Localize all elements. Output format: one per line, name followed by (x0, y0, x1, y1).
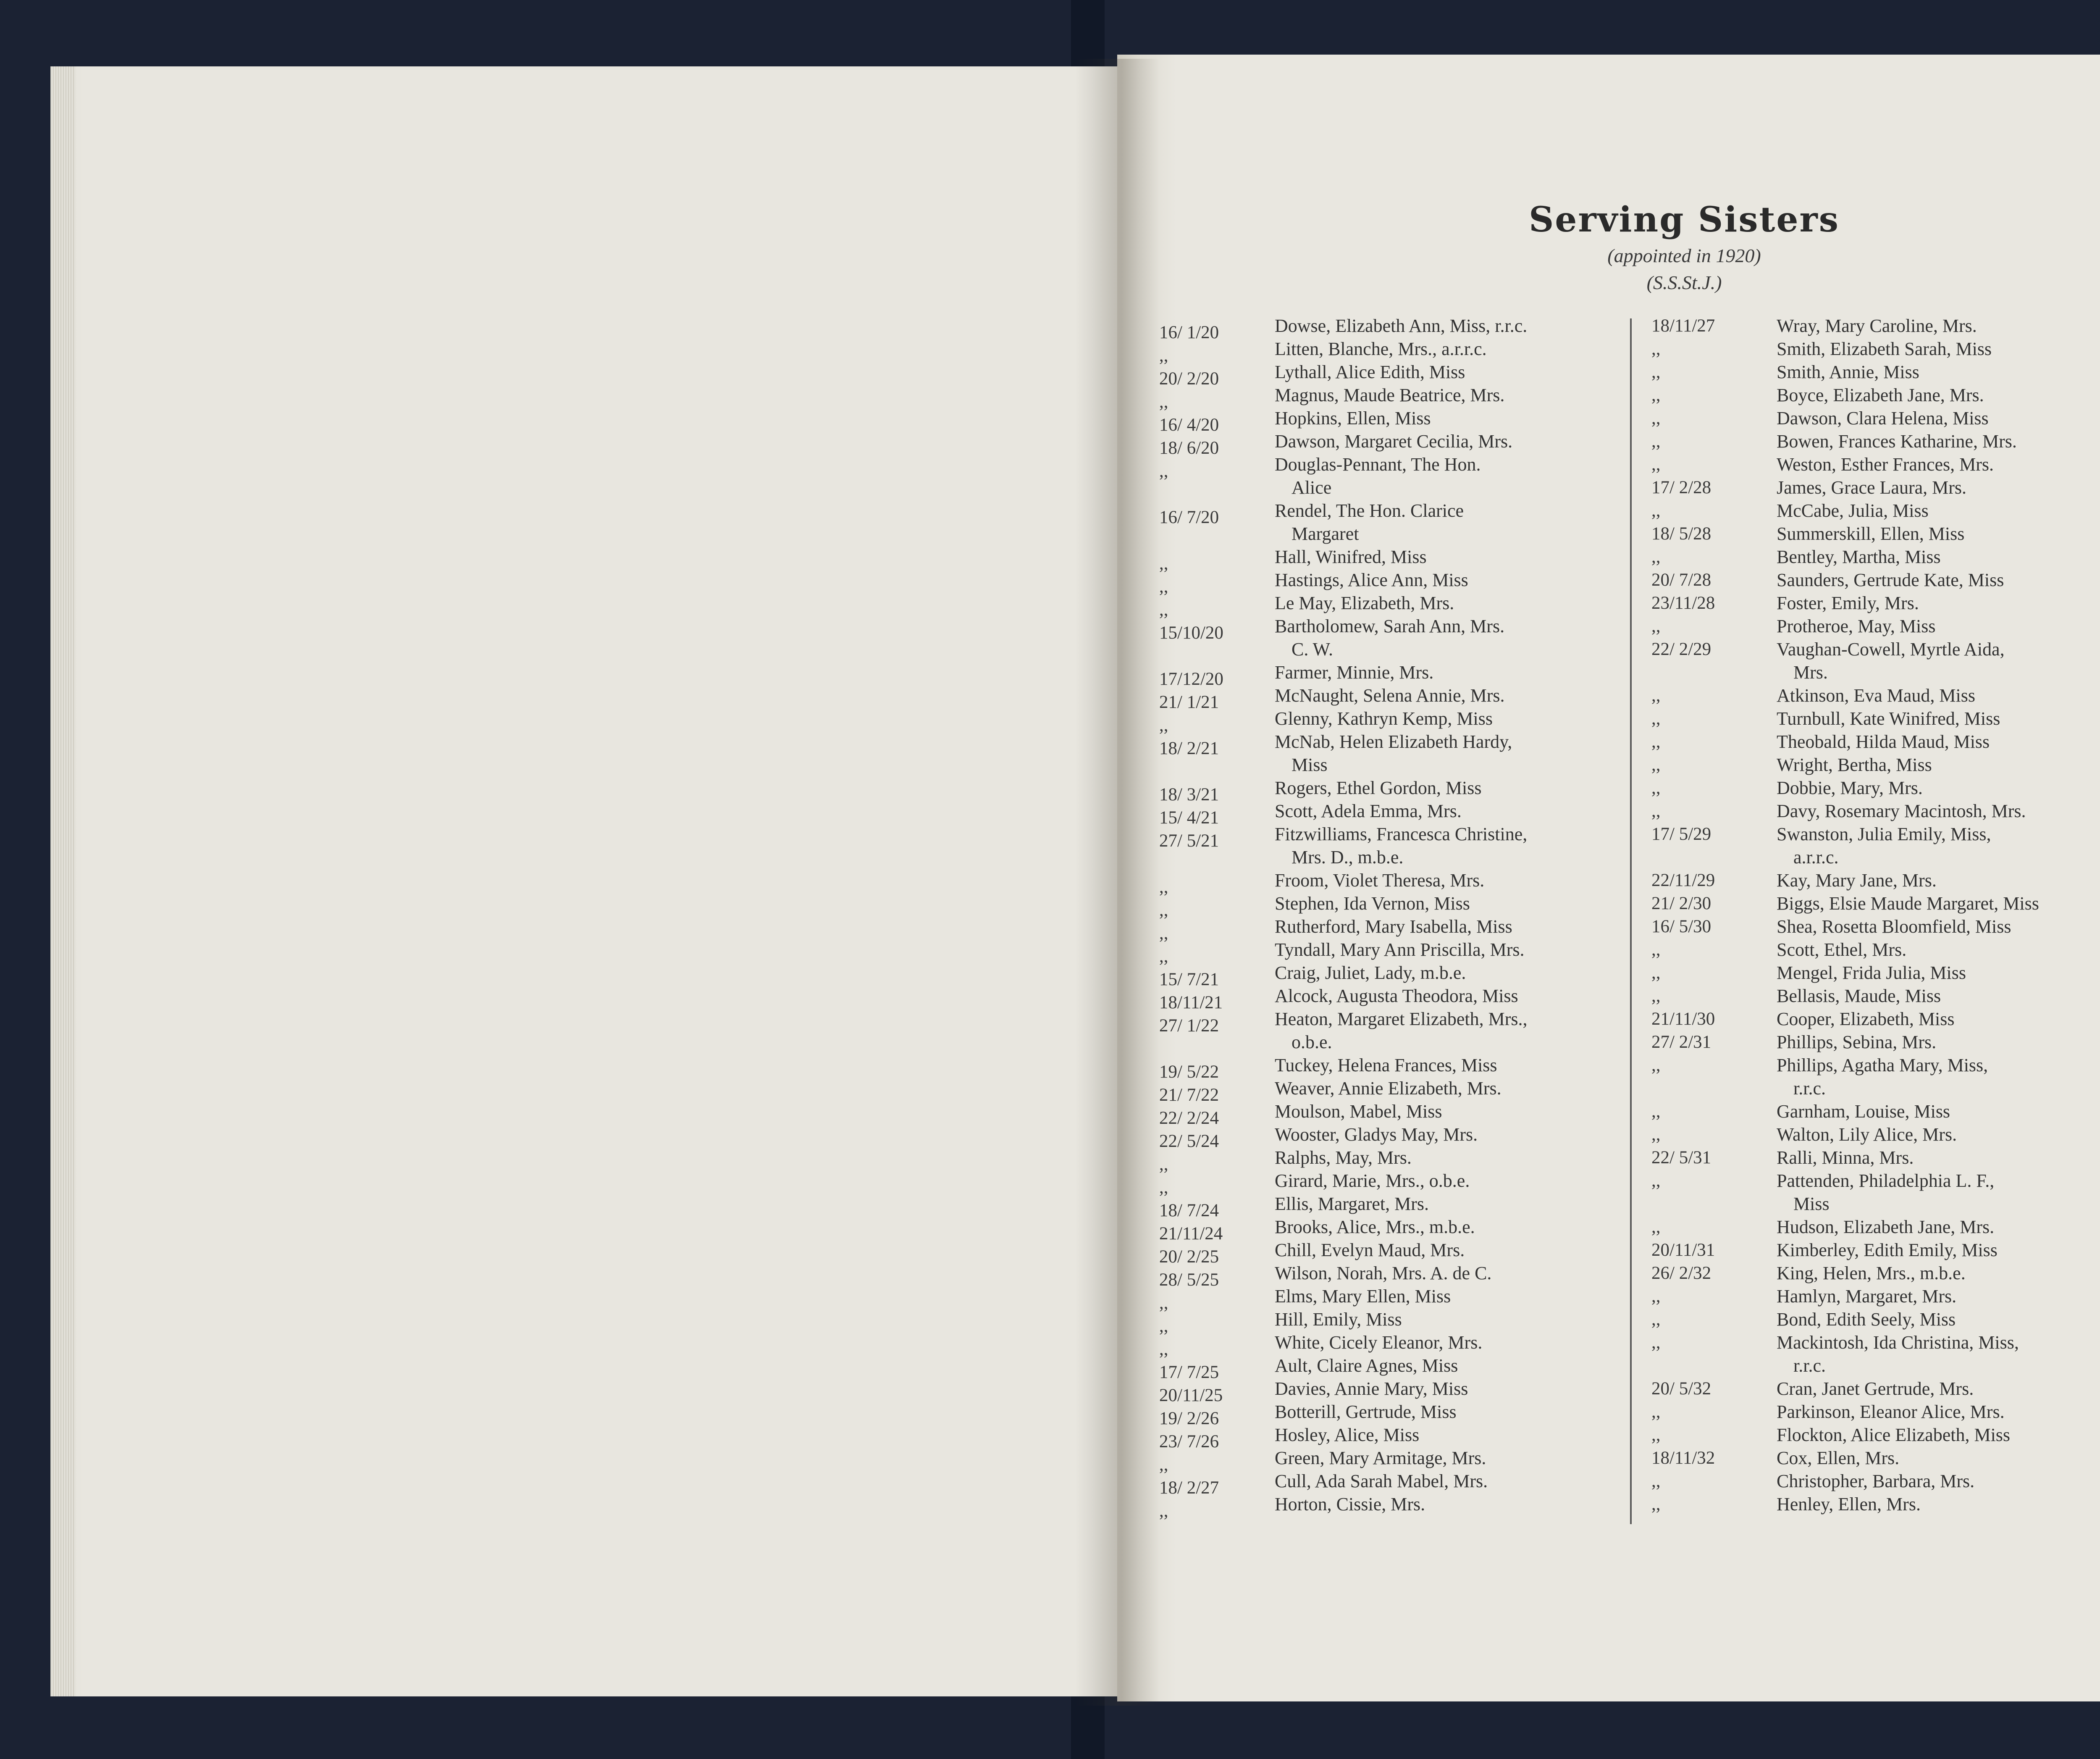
sister-name-continued: o.b.e. (1292, 1032, 1332, 1052)
appointment-date: ,, (1651, 385, 1661, 405)
sister-name: Litten, Blanche, Mrs., a.r.r.c. (1275, 339, 1487, 359)
sister-name: Henley, Ellen, Mrs. (1777, 1494, 1921, 1514)
sister-name: Bond, Edith Seely, Miss (1777, 1309, 1956, 1330)
appointment-date: ,, (1651, 1055, 1661, 1075)
list-entry (1159, 961, 1621, 989)
sister-name: Horton, Cissie, Mrs. (1275, 1494, 1425, 1514)
left-list-column (1159, 314, 1621, 1521)
sister-name: Weston, Esther Frances, Mrs. (1777, 454, 1994, 475)
sister-name: Hastings, Alice Ann, Miss (1275, 570, 1468, 590)
appointment-date: 16/ 5/30 (1651, 917, 1712, 936)
appointment-date: ,, (1651, 1125, 1661, 1144)
appointment-date: 27/ 1/22 (1159, 1016, 1219, 1036)
appointment-date: ,, (1159, 392, 1168, 412)
sister-name-continued: Miss (1793, 1194, 1830, 1214)
appointment-date: ,, (1651, 1333, 1661, 1352)
appointment-date: 21/11/24 (1159, 1224, 1223, 1244)
sister-name: Rutherford, Mary Isabella, Miss (1275, 916, 1512, 937)
appointment-date: 18/ 3/21 (1159, 785, 1219, 805)
list-entry (1159, 1400, 1621, 1428)
appointment-date: ,, (1651, 1425, 1661, 1445)
list-entry (1159, 684, 1621, 712)
appointment-date: ,, (1159, 1339, 1168, 1359)
sister-name: White, Cicely Eleanor, Mrs. (1275, 1332, 1483, 1353)
list-entry (1651, 522, 2100, 545)
sister-name: Wooster, Gladys May, Mrs. (1275, 1124, 1478, 1145)
sister-name-continued: Alice (1292, 477, 1332, 498)
appointment-date: ,, (1159, 554, 1168, 573)
sister-name: Ault, Claire Agnes, Miss (1275, 1355, 1458, 1376)
sister-name: Vaughan-Cowell, Myrtle Aida, (1777, 639, 2005, 660)
appointment-date: 16/ 1/20 (1159, 323, 1219, 342)
appointment-date: 20/ 2/25 (1159, 1247, 1219, 1267)
sister-name: Brooks, Alice, Mrs., m.b.e. (1275, 1217, 1475, 1237)
list-entry (1651, 360, 2100, 384)
list-entry (1651, 1031, 2100, 1054)
sister-name: Cull, Ada Sarah Mabel, Mrs. (1275, 1471, 1488, 1491)
left-page-blank (50, 66, 1142, 1696)
list-entry (1159, 1308, 1621, 1336)
sister-name: Lythall, Alice Edith, Miss (1275, 362, 1465, 382)
appointment-date: 22/ 5/24 (1159, 1131, 1219, 1151)
appointment-date: 15/ 4/21 (1159, 808, 1219, 828)
list-entry (1651, 892, 2100, 915)
list-entry (1159, 938, 1621, 966)
list-entry (1651, 1377, 2100, 1400)
appointment-date: 15/ 7/21 (1159, 970, 1219, 989)
sister-name: Flockton, Alice Elizabeth, Miss (1777, 1425, 2011, 1445)
appointment-date: ,, (1159, 1154, 1168, 1174)
appointment-date: ,, (1651, 1171, 1661, 1191)
appointment-date: 17/12/20 (1159, 669, 1223, 689)
sister-name: Atkinson, Eva Maud, Miss (1777, 685, 1975, 706)
list-entry (1651, 984, 2100, 1007)
appointment-date: ,, (1159, 1501, 1168, 1521)
sister-name: Phillips, Sebina, Mrs. (1777, 1032, 1937, 1052)
sister-name: Hosley, Alice, Miss (1275, 1425, 1420, 1445)
sister-name: Douglas-Pennant, The Hon. (1275, 454, 1481, 475)
appointment-date: ,, (1651, 1102, 1661, 1121)
sister-name: Froom, Violet Theresa, Mrs. (1275, 870, 1485, 891)
appointment-date: 18/11/32 (1651, 1448, 1715, 1468)
appointment-date: 18/ 6/20 (1159, 438, 1219, 458)
appointment-date: 18/ 7/24 (1159, 1201, 1219, 1220)
list-entry (1159, 1331, 1621, 1359)
appointment-date: ,, (1159, 900, 1168, 920)
appointment-date: ,, (1159, 1316, 1168, 1336)
sister-name: Cooper, Elizabeth, Miss (1777, 1009, 1955, 1029)
sister-name: Fitzwilliams, Francesca Christine, (1275, 824, 1528, 844)
sister-name: McNaught, Selena Annie, Mrs. (1275, 685, 1505, 706)
list-entry (1159, 1493, 1621, 1521)
appointment-date: ,, (1159, 1293, 1168, 1313)
appointment-date: 18/ 2/27 (1159, 1478, 1219, 1498)
list-entry (1159, 453, 1621, 499)
appointment-date: 22/ 5/31 (1651, 1148, 1712, 1167)
appointment-date: 26/ 2/32 (1651, 1263, 1712, 1283)
appointment-date: ,, (1651, 709, 1661, 728)
sister-name: Bellasis, Maude, Miss (1777, 986, 1941, 1006)
sister-name: Saunders, Gertrude Kate, Miss (1777, 570, 2004, 590)
sister-name: Hudson, Elizabeth Jane, Mrs. (1777, 1217, 1995, 1237)
appointment-date: ,, (1651, 686, 1661, 705)
sister-name: King, Helen, Mrs., m.b.e. (1777, 1263, 1966, 1283)
sister-name: Smith, Elizabeth Sarah, Miss (1777, 339, 1992, 359)
sister-name: Hall, Winifred, Miss (1275, 547, 1427, 567)
page-edges (50, 66, 76, 1696)
list-entry (1159, 892, 1621, 920)
sister-name: Mackintosh, Ida Christina, Miss, (1777, 1332, 2019, 1353)
sister-name: Hamlyn, Margaret, Mrs. (1777, 1286, 1957, 1307)
appointment-date: ,, (1159, 346, 1168, 365)
list-entry (1651, 730, 2100, 753)
list-entry (1651, 1285, 2100, 1308)
list-entry (1159, 545, 1621, 573)
appointment-date: 17/ 5/29 (1651, 824, 1712, 844)
appointment-date: 17/ 7/25 (1159, 1362, 1219, 1382)
sister-name: Dawson, Margaret Cecilia, Mrs. (1275, 431, 1513, 452)
list-entry (1651, 1470, 2100, 1493)
appointment-date: ,, (1651, 732, 1661, 752)
sister-name: Hopkins, Ellen, Miss (1275, 408, 1431, 429)
list-entry (1651, 1262, 2100, 1285)
appointment-date: ,, (1651, 986, 1661, 1006)
appointment-date: 18/11/27 (1651, 316, 1715, 336)
appointment-date: 20/ 2/20 (1159, 369, 1219, 389)
sister-name: Moulson, Mabel, Miss (1275, 1101, 1442, 1122)
appointment-date: 20/11/25 (1159, 1386, 1223, 1405)
list-entry (1651, 545, 2100, 568)
list-entry (1159, 1169, 1621, 1197)
sister-name: Walton, Lily Alice, Mrs. (1777, 1124, 1957, 1145)
sister-name-continued: r.r.c. (1793, 1355, 1826, 1376)
sister-name: Chill, Evelyn Maud, Mrs. (1275, 1240, 1465, 1260)
list-entry (1651, 1169, 2100, 1215)
list-entry (1159, 1354, 1621, 1382)
sister-name: Summerskill, Ellen, Miss (1777, 523, 1965, 544)
sister-name: Girard, Marie, Mrs., o.b.e. (1275, 1170, 1470, 1191)
order-abbreviation: (S.S.St.J.) (1646, 272, 1722, 293)
list-entry (1159, 337, 1621, 365)
appointment-date: ,, (1159, 600, 1168, 620)
sister-name: Glenny, Kathryn Kemp, Miss (1275, 708, 1493, 729)
appointment-date: 15/10/20 (1159, 623, 1223, 643)
sister-name: Kay, Mary Jane, Mrs. (1777, 870, 1937, 891)
sister-name: Dowse, Elizabeth Ann, Miss, r.r.c. (1275, 316, 1528, 336)
appointment-date: 20/ 5/32 (1651, 1379, 1712, 1399)
sister-name: McCabe, Julia, Miss (1777, 500, 1929, 521)
list-entry (1651, 407, 2100, 430)
list-entry (1651, 799, 2100, 823)
list-entry (1651, 1054, 2100, 1100)
sister-name: Wright, Bertha, Miss (1777, 755, 1932, 775)
appointment-date: ,, (1159, 923, 1168, 943)
sister-name: Hill, Emily, Miss (1275, 1309, 1402, 1330)
list-entry (1159, 314, 1621, 342)
appointment-date: ,, (1651, 431, 1661, 451)
list-entry (1159, 1123, 1621, 1151)
list-entry (1651, 1400, 2100, 1423)
sister-name: Theobald, Hilda Maud, Miss (1777, 731, 1990, 752)
section-title: Serving Sisters (1529, 200, 1840, 240)
appointment-date: 18/11/21 (1159, 993, 1223, 1012)
sister-name: Rogers, Ethel Gordon, Miss (1275, 778, 1482, 798)
appointment-date: 27/ 2/31 (1651, 1032, 1712, 1052)
list-entry (1651, 337, 2100, 360)
sister-name: Ralphs, May, Mrs. (1275, 1147, 1412, 1168)
appointment-date: ,, (1651, 1494, 1661, 1514)
appointment-date: ,, (1651, 1471, 1661, 1491)
sister-name: Stephen, Ida Vernon, Miss (1275, 893, 1470, 914)
sister-name: Alcock, Augusta Theodora, Miss (1275, 986, 1518, 1006)
sister-name: Ralli, Minna, Mrs. (1777, 1147, 1914, 1168)
sister-name-continued: Miss (1292, 755, 1328, 775)
sister-name: Rendel, The Hon. Clarice (1275, 500, 1464, 521)
sister-name: Swanston, Julia Emily, Miss, (1777, 824, 1991, 844)
list-entry (1651, 938, 2100, 961)
sister-name: Le May, Elizabeth, Mrs. (1275, 593, 1454, 613)
list-entry (1159, 407, 1621, 435)
list-entry (1159, 1192, 1621, 1220)
list-entry (1651, 453, 2100, 476)
list-entry (1159, 823, 1621, 869)
appointment-date: 22/11/29 (1651, 870, 1715, 890)
sister-name: Kimberley, Edith Emily, Miss (1777, 1240, 1998, 1260)
list-entry (1651, 1146, 2100, 1169)
sister-name: Phillips, Agatha Mary, Miss, (1777, 1055, 1988, 1075)
appointment-date: 28/ 5/25 (1159, 1270, 1219, 1290)
appointment-date: ,, (1651, 501, 1661, 521)
sister-name: Magnus, Maude Beatrice, Mrs. (1275, 385, 1505, 405)
appointment-date: ,, (1651, 339, 1661, 359)
list-entry (1159, 1262, 1621, 1290)
list-entry (1651, 753, 2100, 776)
sister-name: Weaver, Annie Elizabeth, Mrs. (1275, 1078, 1502, 1099)
sister-name: Smith, Annie, Miss (1777, 362, 1919, 382)
sister-name-continued: r.r.c. (1793, 1078, 1826, 1099)
list-entry (1651, 638, 2100, 684)
appointment-date: 21/11/30 (1651, 1009, 1715, 1029)
sister-name: Garnham, Louise, Miss (1777, 1101, 1950, 1122)
appointment-date: ,, (1651, 1309, 1661, 1329)
sister-name: McNab, Helen Elizabeth Hardy, (1275, 731, 1512, 752)
list-entry (1651, 869, 2100, 892)
sister-name: Pattenden, Philadelphia L. F., (1777, 1170, 1995, 1191)
right-list-column (1651, 314, 2100, 1516)
list-entry (1651, 430, 2100, 453)
list-entry (1159, 1054, 1621, 1082)
sister-name: Heaton, Margaret Elizabeth, Mrs., (1275, 1009, 1528, 1029)
list-entry (1159, 869, 1621, 897)
list-entry (1159, 1423, 1621, 1451)
list-entry (1159, 799, 1621, 828)
appointment-date: ,, (1159, 1455, 1168, 1475)
list-entry (1159, 1215, 1621, 1244)
sister-name: Bowen, Frances Katharine, Mrs. (1777, 431, 2017, 452)
sister-name: Bartholomew, Sarah Ann, Mrs. (1275, 616, 1505, 636)
list-entry (1651, 476, 2100, 499)
list-entry (1159, 1238, 1621, 1267)
sister-name: Foster, Emily, Mrs. (1777, 593, 1919, 613)
list-entry (1651, 1423, 2100, 1446)
sister-name: Tyndall, Mary Ann Priscilla, Mrs. (1275, 939, 1525, 960)
column-divider (1630, 318, 1632, 1524)
sister-name-continued: a.r.r.c. (1793, 847, 1839, 868)
sister-name: Shea, Rosetta Bloomfield, Miss (1777, 916, 2011, 937)
list-entry (1159, 1285, 1621, 1313)
list-entry (1159, 592, 1621, 620)
list-entry (1159, 360, 1621, 389)
list-entry (1159, 1377, 1621, 1405)
appointment-date: ,, (1159, 1178, 1168, 1197)
list-entry (1651, 1215, 2100, 1238)
appointment-date: ,, (1651, 408, 1661, 428)
appointment-date: ,, (1651, 616, 1661, 636)
list-entry (1159, 615, 1621, 661)
sister-name: Bentley, Martha, Miss (1777, 547, 1941, 567)
sister-name: Christopher, Barbara, Mrs. (1777, 1471, 1975, 1491)
list-entry (1159, 1007, 1621, 1054)
list-entry (1651, 1446, 2100, 1470)
appointment-date: 22/ 2/29 (1651, 639, 1712, 659)
appointment-date: ,, (1159, 461, 1168, 481)
list-entry (1651, 568, 2100, 592)
sister-name: Wilson, Norah, Mrs. A. de C. (1275, 1263, 1492, 1283)
list-entry (1159, 1146, 1621, 1174)
sister-name: Mengel, Frida Julia, Miss (1777, 962, 1966, 983)
sister-name: Scott, Adela Emma, Mrs. (1275, 801, 1462, 821)
appointment-date: 23/11/28 (1651, 593, 1715, 613)
sister-name: Dobbie, Mary, Mrs. (1777, 778, 1923, 798)
appointment-date: 27/ 5/21 (1159, 831, 1219, 851)
appointment-date: ,, (1651, 801, 1661, 821)
sister-name: Cox, Ellen, Mrs. (1777, 1448, 1900, 1468)
list-entry (1651, 1123, 2100, 1146)
sister-name-continued: Margaret (1292, 523, 1359, 544)
appointment-date: ,, (1651, 755, 1661, 775)
list-entry (1159, 568, 1621, 597)
sister-name: Ellis, Margaret, Mrs. (1275, 1194, 1429, 1214)
sister-name: Farmer, Minnie, Mrs. (1275, 662, 1434, 683)
sister-name: Wray, Mary Caroline, Mrs. (1777, 316, 1977, 336)
list-entry (1159, 1100, 1621, 1128)
appointment-date: 21/ 1/21 (1159, 692, 1219, 712)
appointment-date: ,, (1159, 577, 1168, 597)
sister-name-continued: Mrs. D., m.b.e. (1292, 847, 1404, 868)
appointment-date: ,, (1159, 877, 1168, 897)
sister-name: James, Grace Laura, Mrs. (1777, 477, 1967, 498)
appointment-date: ,, (1651, 1286, 1661, 1306)
sister-name: Craig, Juliet, Lady, m.b.e. (1275, 962, 1466, 983)
appointment-date: ,, (1651, 778, 1661, 798)
appointment-date: 20/11/31 (1651, 1240, 1715, 1260)
appointment-date: 19/ 5/22 (1159, 1062, 1219, 1082)
list-entry (1651, 499, 2100, 522)
sister-name: Biggs, Elsie Maude Margaret, Miss (1777, 893, 2039, 914)
list-entry (1651, 1100, 2100, 1123)
list-entry (1159, 1446, 1621, 1475)
sister-name: Botterill, Gertrude, Miss (1275, 1401, 1457, 1422)
appointment-date: 21/ 2/30 (1651, 894, 1712, 913)
list-entry (1651, 1238, 2100, 1262)
list-entry (1159, 776, 1621, 805)
appointment-date: ,, (1159, 715, 1168, 735)
sister-name: Protheroe, May, Miss (1777, 616, 1936, 636)
list-entry (1159, 384, 1621, 412)
list-entry (1159, 1077, 1621, 1105)
list-entry (1651, 1331, 2100, 1377)
section-subtitle: (appointed in 1920) (1607, 245, 1761, 266)
appointment-date: ,, (1651, 1217, 1661, 1237)
sister-name: Cran, Janet Gertrude, Mrs. (1777, 1378, 1974, 1399)
appointment-date: 21/ 7/22 (1159, 1085, 1219, 1105)
sister-name: Scott, Ethel, Mrs. (1777, 939, 1907, 960)
list-entry (1651, 1493, 2100, 1516)
list-entry (1159, 707, 1621, 735)
appointment-date: 19/ 2/26 (1159, 1409, 1219, 1428)
appointment-date: 23/ 7/26 (1159, 1432, 1219, 1451)
appointment-date: ,, (1651, 362, 1661, 382)
list-entry (1651, 707, 2100, 730)
appointment-date: ,, (1651, 963, 1661, 983)
list-entry (1651, 684, 2100, 707)
appointment-date: ,, (1651, 1402, 1661, 1422)
appointment-date: 16/ 7/20 (1159, 507, 1219, 527)
appointment-date: ,, (1651, 455, 1661, 474)
sister-name: Parkinson, Eleanor Alice, Mrs. (1777, 1401, 2005, 1422)
list-entry (1159, 499, 1621, 545)
list-entry (1651, 1308, 2100, 1331)
list-entry (1159, 430, 1621, 458)
sister-name: Boyce, Elizabeth Jane, Mrs. (1777, 385, 1984, 405)
sister-name: Tuckey, Helena Frances, Miss (1275, 1055, 1497, 1075)
list-entry (1651, 915, 2100, 938)
list-entry (1159, 1470, 1621, 1498)
sister-name: Davy, Rosemary Macintosh, Mrs. (1777, 801, 2026, 821)
list-entry (1651, 1007, 2100, 1031)
list-entry (1651, 384, 2100, 407)
list-entry (1159, 661, 1621, 689)
book-spine (1075, 59, 1159, 1706)
appointment-date: 17/ 2/28 (1651, 478, 1712, 497)
appointment-date: 18/ 5/28 (1651, 524, 1712, 544)
sister-name: Davies, Annie Mary, Miss (1275, 1378, 1468, 1399)
appointment-date: ,, (1651, 547, 1661, 567)
list-entry (1651, 592, 2100, 615)
list-entry (1651, 314, 2100, 337)
sister-name: Turnbull, Kate Winifred, Miss (1777, 708, 2000, 729)
list-entry (1159, 915, 1621, 943)
list-entry (1651, 615, 2100, 638)
list-entry (1159, 730, 1621, 776)
list-entry (1159, 984, 1621, 1012)
appointment-date: 16/ 4/20 (1159, 415, 1219, 435)
list-entry (1651, 961, 2100, 984)
sister-name: Green, Mary Armitage, Mrs. (1275, 1448, 1486, 1468)
appointment-date: 18/ 2/21 (1159, 739, 1219, 758)
list-entry (1651, 823, 2100, 869)
appointment-date: 20/ 7/28 (1651, 570, 1712, 590)
appointment-date: 22/ 2/24 (1159, 1108, 1219, 1128)
appointment-date: ,, (1651, 940, 1661, 960)
list-entry (1651, 776, 2100, 799)
sister-name-continued: Mrs. (1793, 662, 1828, 683)
appointment-date: ,, (1159, 947, 1168, 966)
sister-name: Elms, Mary Ellen, Miss (1275, 1286, 1451, 1307)
sister-name: Dawson, Clara Helena, Miss (1777, 408, 1989, 429)
sister-name-continued: C. W. (1292, 639, 1334, 660)
